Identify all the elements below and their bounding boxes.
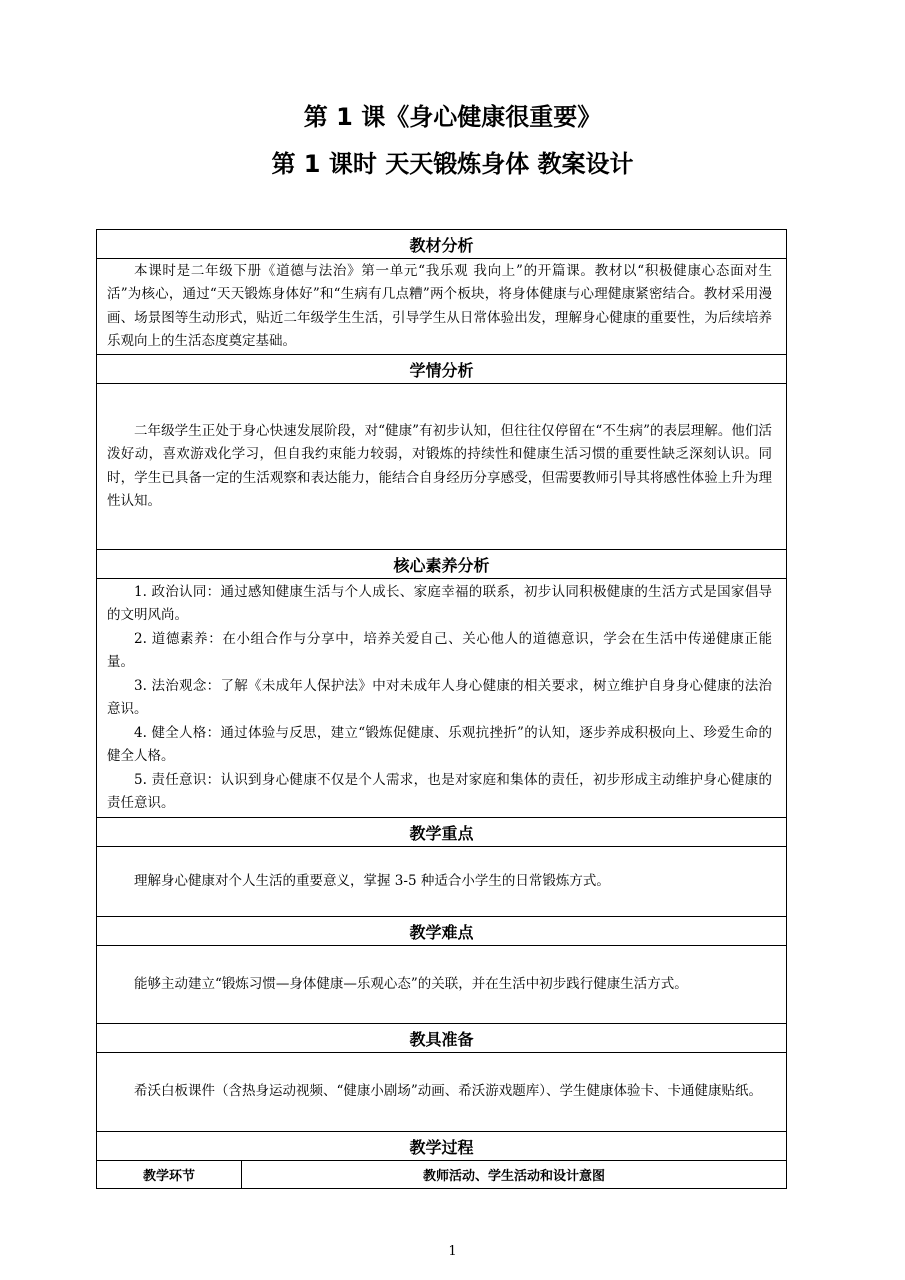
document-title: 第 1 课《身心健康很重要》 [303,103,602,131]
literacy-item: 4. 健全人格：通过体验与反思，建立“锻炼促健康、乐观抗挫折”的认知，逐步养成积极向上、珍爱生命的健全人格。 [107,724,773,764]
section-heading-difficulties: 教学难点 [97,917,787,946]
section-body-key-points [97,847,787,917]
section-heading-key-points: 教学重点 [97,818,787,847]
section-body-core-literacy [97,579,787,818]
section-heading-teaching-aids: 教具准备 [97,1024,787,1053]
literacy-item: 1. 政治认同：通过感知健康生活与个人成长、家庭幸福的联系，初步认同积极健康的生活方式是国家倡导的文明风尚。 [107,583,773,623]
section-body-student-analysis [97,384,787,550]
paragraph: 希沃白板课件（含热身运动视频、“健康小剧场”动画、希沃游戏题库）、学生健康体验卡、卡通健康贴纸。 [134,1083,763,1100]
paragraph: 能够主动建立“锻炼习惯—身体健康—乐观心态”的关联，并在生活中初步践行健康生活方式。 [134,975,688,992]
section-body-textbook-analysis [97,259,787,355]
section-body-difficulties [97,946,787,1024]
section-heading-teaching-process: 教学过程 [97,1132,787,1161]
literacy-item: 2. 道德素养：在小组合作与分享中，培养关爱自己、关心他人的道德意识，学会在生活中传递健康正能量。 [107,630,773,670]
lesson-plan-table [96,229,787,1189]
column-header-activities: 教师活动、学生活动和设计意图 [242,1161,787,1189]
column-header-teaching-stage: 教学环节 [97,1161,242,1189]
page-number: 1 [448,1244,457,1259]
paragraph: 理解身心健康对个人生活的重要意义，掌握 3-5 种适合小学生的日常锻炼方式。 [134,872,610,889]
literacy-item: 5. 责任意识：认识到身心健康不仅是个人需求，也是对家庭和集体的责任，初步形成主动维护身心健康的责任意识。 [107,771,773,811]
section-heading-textbook-analysis: 教材分析 [97,230,787,259]
literacy-item: 3. 法治观念：了解《未成年人保护法》中对未成年人身心健康的相关要求，树立维护自身身心健康的法治意识。 [107,677,773,717]
paragraph: 二年级学生正处于身心快速发展阶段，对“健康”有初步认知，但往往仅停留在“不生病”的表层理解。他们活泼好动，喜欢游戏化学习，但自我约束能力较弱，对锻炼的持续性和健康生活习惯的重要性缺乏深刻认识。同时，学生已具备一定的生活观察和表达能力，能结合自身经历分享感受，但需要教师引导其将感性体验上升为理性认知。 [107,422,773,509]
document-subtitle: 第 1 课时 天天锻炼身体 教案设计 [271,150,634,178]
section-body-teaching-aids [97,1053,787,1132]
section-heading-student-analysis: 学情分析 [97,355,787,384]
paragraph: 本课时是二年级下册《道德与法治》第一单元“我乐观 我向上”的开篇课。教材以“积极健康心态面对生活”为核心，通过“天天锻炼身体好”和“生病有几点糟”两个板块，将身体健康与心理健康紧密结合。教材采用漫画、场景图等生动形式，贴近二年级学生生活，引导学生从日常体验出发，理解身心健康的重要性，为后续培养乐观向上的生活态度奠定基础。 [107,262,773,349]
section-heading-core-literacy: 核心素养分析 [97,550,787,579]
